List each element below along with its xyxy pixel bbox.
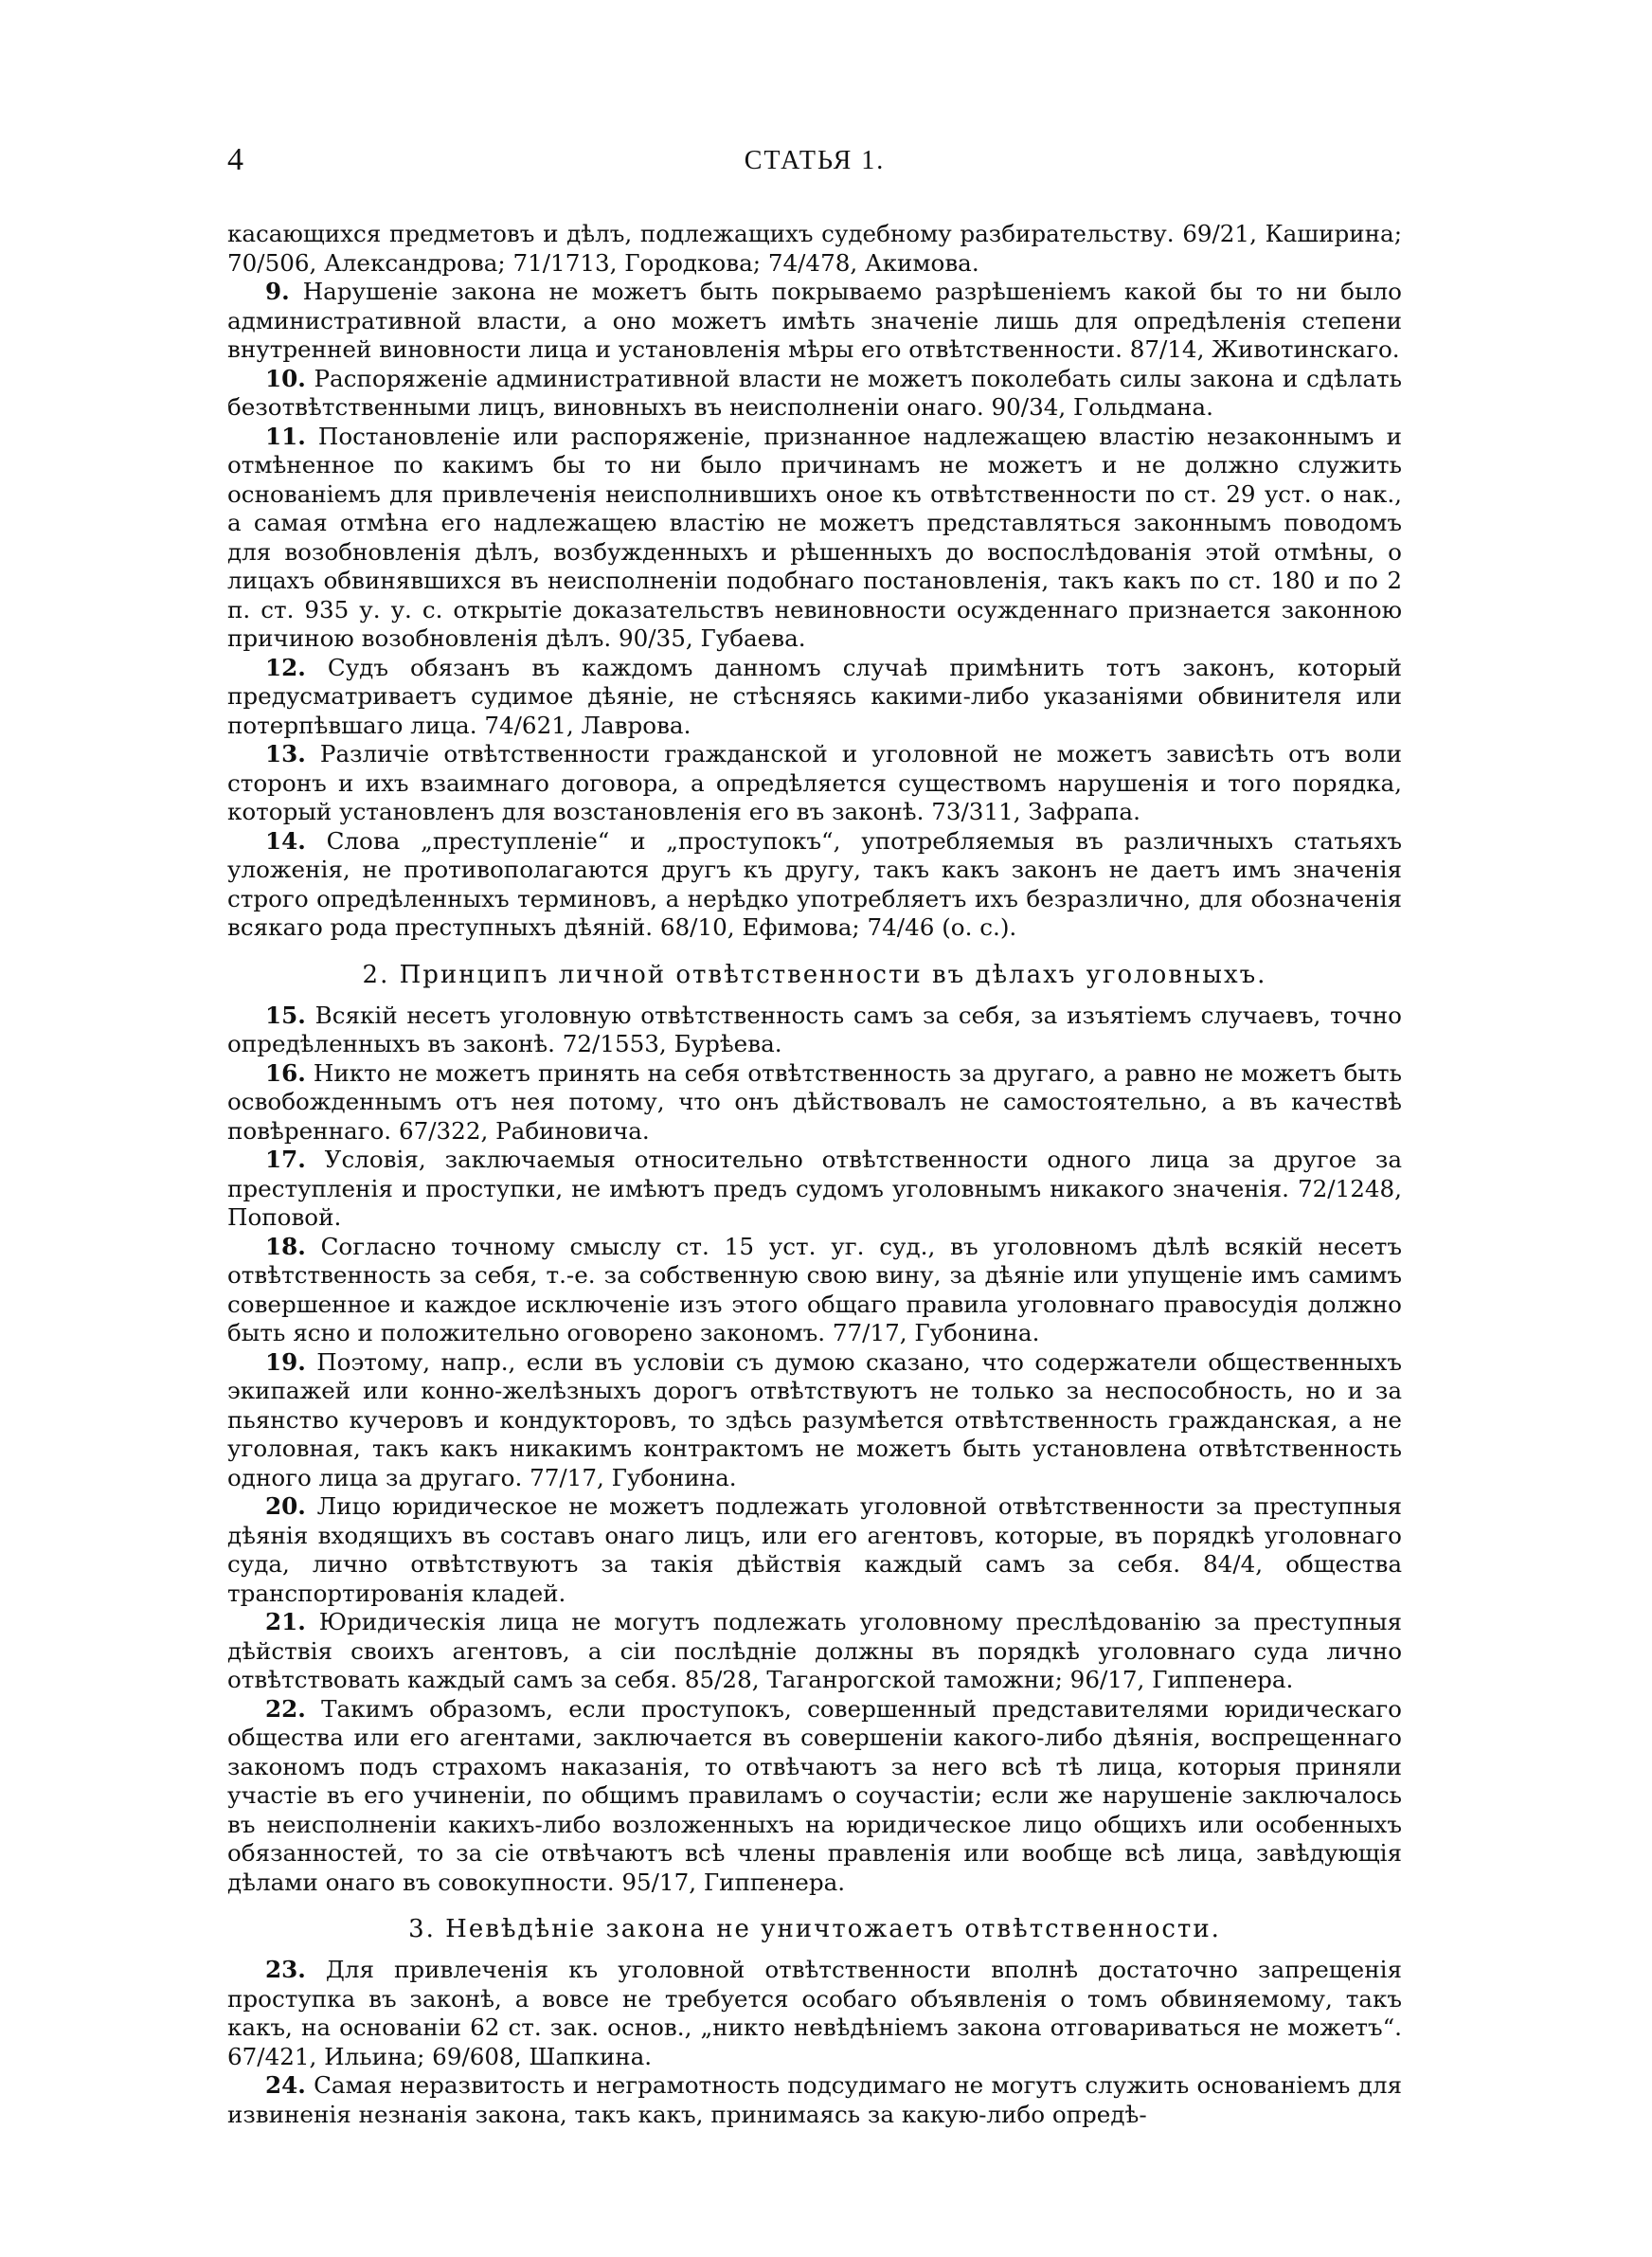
document-page <box>227 142 1402 2129</box>
paragraph-text: касающихся предметовъ и дѣлъ, подлежащихъ судебному разбирательству. 69/21, Каширина; 70/506, Александрова; 71/1713, Городкова; 74/478, Акимова. <box>227 220 1402 277</box>
paragraph-11 <box>227 423 1402 654</box>
paragraph-text: Судъ обязанъ въ каждомъ данномъ случаѣ примѣнить тотъ законъ, который предусматриваетъ судимое дѣяніе, не стѣсняясь какими-либо указаніями обвинителя или потерпѣвшаго лица. 74/621, Лаврова. <box>227 653 1402 739</box>
paragraph-15 <box>227 1002 1402 1059</box>
paragraph-text: Нарушеніе закона не можетъ быть покрываемо разрѣшеніемъ какой бы то ни было административной власти, а оно можетъ имѣть значеніе лишь для опредѣленія степени внутренней виновности лица и установленія мѣры его отвѣтственности. 87/14, Животинскаго. <box>227 278 1402 363</box>
paragraph-text: Поэтому, напр., если въ условіи съ думою сказано, что содержатели общественныхъ экипажей или конно-желѣзныхъ дорогъ отвѣтствуютъ не только за неспособность, но и за пьянство кучеровъ и кондукторовъ, то здѣсь разумѣется отвѣтственность гражданская, а не уголовная, такъ какъ никакимъ контрактомъ не можетъ быть установлена отвѣтственность одного лица за другаго. 77/17, Губонина. <box>227 1347 1402 1491</box>
paragraph-text: Различіе отвѣтственности гражданской и уголовной не можетъ зависѣть отъ воли сторонъ и ихъ взаимнаго договора, а опредѣляется существомъ нарушенія и того порядка, который установленъ для возстановленія его въ законѣ. 73/311, Зафрапа. <box>227 740 1402 825</box>
paragraph-number: 10. <box>265 364 306 392</box>
paragraph-number: 12. <box>265 653 306 681</box>
section-title-2: 2. Принципъ личной отвѣтственности въ дѣлахъ уголовныхъ. <box>362 960 1267 989</box>
paragraph-text: Юридическія лица не могутъ подлежать уголовному преслѣдованію за преступныя дѣйствія своихъ агентовъ, а сіи послѣдніе должны въ порядкѣ уголовнаго суда лично отвѣтствовать каждый самъ за себя. 85/28, Таганрогской таможни; 96/17, Гиппенера. <box>227 1608 1402 1693</box>
paragraph-18 <box>227 1233 1402 1348</box>
paragraph-number: 17. <box>265 1146 306 1173</box>
paragraph-22 <box>227 1695 1402 1898</box>
paragraph-16 <box>227 1059 1402 1147</box>
paragraph-number: 18. <box>265 1232 306 1260</box>
paragraph-number: 9. <box>265 278 290 305</box>
paragraph-text: Самая неразвитость и неграмотность подсудимаго не могутъ служить основаніемъ для извиненія незнанія закона, такъ какъ, принимаясь за какую-либо опредѣ- <box>227 2071 1402 2128</box>
paragraph-number: 23. <box>265 1956 306 1983</box>
running-title: СТАТЬЯ 1. <box>744 146 886 175</box>
paragraph-number: 22. <box>265 1694 306 1723</box>
paragraph-number: 24. <box>265 2071 306 2099</box>
paragraph-9 <box>227 278 1402 365</box>
paragraph-number: 21. <box>265 1608 306 1635</box>
paragraph-text: Всякій несетъ уголовную отвѣтственность самъ за себя, за изъятіемъ случаевъ, точно опредѣленныхъ въ законѣ. 72/1553, Бурѣева. <box>227 1001 1402 1057</box>
paragraph-19 <box>227 1348 1402 1493</box>
paragraph-21 <box>227 1608 1402 1695</box>
paragraph-text: Распоряженіе административной власти не можетъ поколебать силы закона и сдѣлать безотвѣтственными лицъ, виновныхъ въ неисполненіи онаго. 90/34, Гольдмана. <box>227 364 1402 421</box>
section-2-body <box>227 1002 1402 1898</box>
paragraph-text: Лицо юридическое не можетъ подлежать уголовной отвѣтственности за преступныя дѣянія входящихъ въ составъ онаго лицъ, или его агентовъ, которые, въ порядкѣ уголовнаго суда, лично отвѣтствуютъ за такія дѣйствія каждый самъ за себя. 84/4, общества транспортированія кладей. <box>227 1492 1402 1607</box>
paragraph-number: 16. <box>265 1058 306 1087</box>
paragraph-14 <box>227 827 1402 943</box>
page-header <box>227 142 1402 199</box>
paragraph-10 <box>227 365 1402 423</box>
paragraph-number: 20. <box>265 1492 306 1520</box>
paragraph-23 <box>227 1956 1402 2071</box>
paragraph-continuation <box>227 220 1402 278</box>
paragraph-12 <box>227 654 1402 741</box>
paragraph-13 <box>227 740 1402 827</box>
paragraph-number: 11. <box>265 422 306 450</box>
paragraph-text: Слова „преступленіе“ и „проступокъ“, употребляемыя въ различныхъ статьяхъ уложенія, не противополагаются другъ къ другу, такъ какъ законъ не даетъ имъ значенія строго опредѣленныхъ терминовъ, а нерѣдко употребляетъ ихъ безразлично, для обозначенія всякаго рода преступныхъ дѣяній. 68/10, Ефимова; 74/46 (о. с.). <box>227 826 1402 941</box>
paragraph-text: Такимъ образомъ, если проступокъ, совершенный представителями юридическаго общества или его агентами, заключается въ совершеніи какого-либо дѣянія, воспрещеннаго закономъ подъ страхомъ наказанія, то отвѣчаютъ за него всѣ тѣ лица, которыя приняли участіе въ его учиненіи, по общимъ правиламъ о соучастіи; если же нарушеніе заключалось въ неисполненіи какихъ-либо возложенныхъ на юридическое лицо общихъ или особенныхъ обязанностей, то за сіе отвѣчаютъ всѣ члены правленія или вообще всѣ лица, завѣдующія дѣлами онаго въ совокупности. 95/17, Гиппенера. <box>227 1694 1402 1896</box>
paragraph-text: Согласно точному смыслу ст. 15 уст. уг. суд., въ уголовномъ дѣлѣ всякій несетъ отвѣтственность за себя, т.-е. за собственную свою вину, за дѣяніе или упущеніе имъ самимъ совершенное и каждое исключеніе изъ этого общаго правила уголовнаго правосудія должно быть ясно и положительно оговорено закономъ. 77/17, Губонина. <box>227 1232 1402 1346</box>
paragraph-number: 14. <box>265 826 306 855</box>
section-title-3: 3. Невѣдѣніе закона не уничтожаетъ отвѣтственности. <box>408 1915 1221 1943</box>
paragraph-text: Постановленіе или распоряженіе, признанное надлежащею властію незаконнымъ и отмѣненное по какимъ бы то ни было причинамъ не можетъ и не должно служить основаніемъ для привлеченія неисполнившихъ оное къ отвѣтственности по ст. 29 уст. о нак., а самая отмѣна его надлежащею властію не можетъ представляться законнымъ поводомъ для возобновленія дѣлъ, возбужденныхъ и рѣшенныхъ до воспослѣдованія этой отмѣны, о лицахъ обвинявшихся въ неисполненіи подобнаго постановленія, такъ какъ по ст. 180 и по 2 п. ст. 935 у. у. с. открытіе доказательствъ невиновности осужденнаго признается законною причиною возобновленія дѣлъ. 90/35, Губаева. <box>227 422 1402 652</box>
paragraph-24 <box>227 2071 1402 2129</box>
page-number: 4 <box>227 142 243 177</box>
paragraph-20 <box>227 1492 1402 1608</box>
paragraph-text: Условія, заключаемыя относительно отвѣтственности одного лица за другое за преступленія и проступки, не имѣютъ предъ судомъ уголовнымъ никакого значенія. 72/1248, Поповой. <box>227 1146 1402 1231</box>
paragraph-number: 19. <box>265 1347 306 1376</box>
paragraph-number: 13. <box>265 740 306 767</box>
paragraph-text: Для привлеченія къ уголовной отвѣтственности вполнѣ достаточно запрещенія проступка въ законѣ, а вовсе не требуется особаго объявленія о томъ обвиняемому, такъ какъ, на основаніи 62 ст. зак. основ., „никто невѣдѣніемъ закона отговариваться не можетъ“. 67/421, Ильина; 69/608, Шапкина. <box>227 1956 1402 2070</box>
paragraph-number: 15. <box>265 1001 306 1029</box>
paragraph-17 <box>227 1146 1402 1233</box>
paragraph-text: Никто не можетъ принять на себя отвѣтственность за другаго, а равно не можетъ быть освобожденнымъ отъ нея потому, что онъ дѣйствовалъ не самостоятельно, а въ качествѣ повѣреннаго. 67/322, Рабиновича. <box>227 1058 1402 1145</box>
section-3-body <box>227 1956 1402 2129</box>
body-text-top <box>227 220 1402 943</box>
